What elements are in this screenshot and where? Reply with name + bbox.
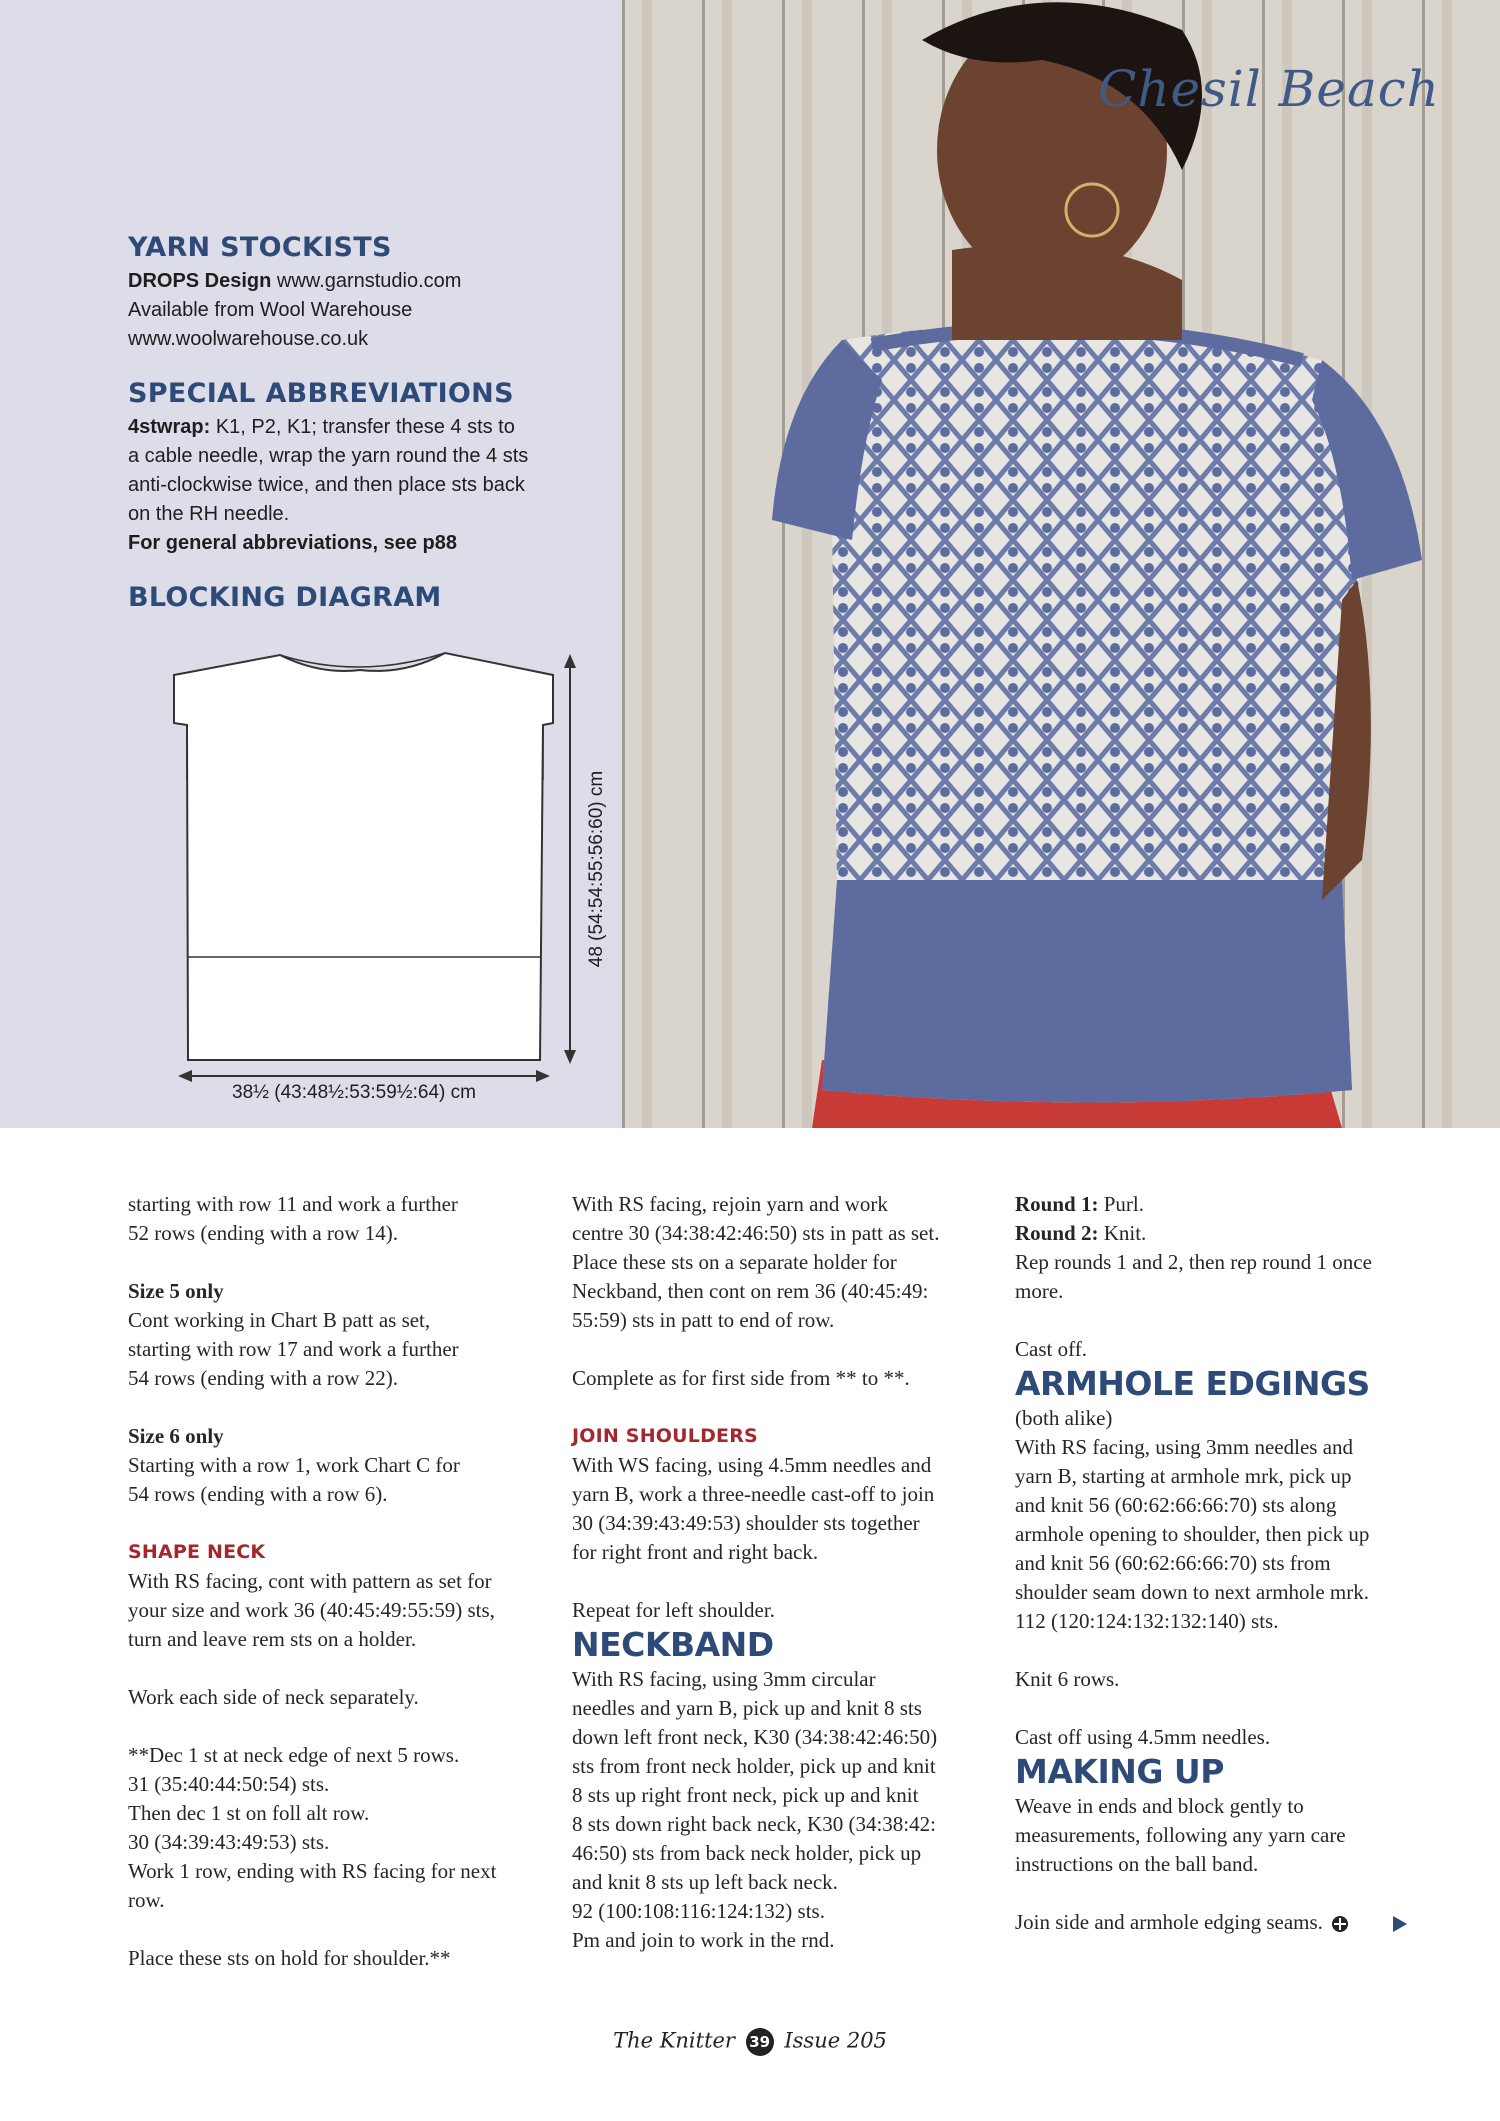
text-line: With RS facing, cont with pattern as set for [128,1569,492,1593]
text-line: turn and leave rem sts on a holder. [128,1627,417,1651]
text-line: Place these sts on hold for shoulder.** [128,1946,451,1970]
text-line: Cast off using 4.5mm needles. [1015,1725,1271,1749]
blocking-diagram-heading: BLOCKING DIAGRAM [128,582,442,613]
text-line: With RS facing, using 3mm needles and [1015,1435,1354,1459]
round1-text: Purl. [1098,1192,1144,1216]
text-line: 112 (120:124:132:132:140) sts. [1015,1609,1279,1633]
making-up-heading: MAKING UP [1015,1752,1224,1791]
text-line: shoulder seam down to next armhole mrk. [1015,1580,1370,1604]
abbrev-line: K1, P2, K1; transfer these 4 sts to [215,416,515,438]
blocking-diagram [160,640,607,1120]
general-abbrev-note: For general abbreviations, see p88 [128,532,458,554]
text-line: 55:59) sts in patt to end of row. [572,1308,835,1332]
abbreviations-text [128,413,568,558]
text-line: centre 30 (34:38:42:46:50) sts in patt as set. [572,1221,940,1245]
yarn-stockists-heading: YARN STOCKISTS [128,232,392,263]
page-number: 39 [746,2028,774,2056]
pattern-title: Chesil Beach [1098,60,1440,118]
text-line: 92 (100:108:116:124:132) sts. [572,1899,825,1923]
next-page-arrow-icon[interactable] [1393,1916,1407,1932]
text-line: With WS facing, using 4.5mm needles and [572,1453,932,1477]
text-line: Cast off. [1015,1337,1087,1361]
text-line: 54 rows (ending with a row 22). [128,1366,399,1390]
text-line: row. [128,1888,165,1912]
text-line: measurements, following any yarn care [1015,1823,1346,1847]
sidebar [128,232,568,617]
text-line: sts from front neck holder, pick up and knit [572,1754,936,1778]
shape-neck-heading: SHAPE NECK [128,1541,266,1563]
garment-outline [160,640,600,1120]
magazine-name: The Knitter [613,2028,735,2053]
photo-illustration [622,0,1500,1128]
armhole-edgings-heading: ARMHOLE EDGINGS [1015,1364,1370,1403]
stockist-url: www.woolwarehouse.co.uk [128,328,369,350]
text-line: 31 (35:40:44:50:54) sts. [128,1772,330,1796]
text-line: starting with row 17 and work a further [128,1337,459,1361]
text-line: Knit 6 rows. [1015,1667,1120,1691]
text-line: for right front and right back. [572,1540,819,1564]
text-line: yarn B, starting at armhole mrk, pick up [1015,1464,1352,1488]
text-line: needles and yarn B, pick up and knit 8 sts [572,1696,922,1720]
size6-heading: Size 6 only [128,1424,224,1448]
abbrev-line: on the RH needle. [128,503,290,525]
text-line: 54 rows (ending with a row 6). [128,1482,388,1506]
text-line: starting with row 11 and work a further [128,1192,458,1216]
round2-label: Round 2: [1015,1221,1099,1245]
text-line: Weave in ends and block gently to [1015,1794,1304,1818]
abbrev-line: a cable needle, wrap the yarn round the 4 sts [128,445,529,467]
column-1 [128,1190,538,1973]
text-line: Rep rounds 1 and 2, then rep round 1 once [1015,1250,1372,1274]
text-line: and knit 56 (60:62:66:66:70) sts from [1015,1551,1331,1575]
abbreviations-heading: SPECIAL ABBREVIATIONS [128,378,514,409]
text-line: Place these sts on a separate holder for [572,1250,897,1274]
text-line: Repeat for left shoulder. [572,1598,775,1622]
column-3 [1015,1190,1435,1937]
issue-number: Issue 205 [784,2028,887,2053]
text-line: Neckband, then cont on rem 36 (40:45:49: [572,1279,929,1303]
abbrev-line: anti-clockwise twice, and then place sts back [128,474,525,496]
text-line: 46:50) sts from back neck holder, pick up [572,1841,922,1865]
yarn-stockists-text [128,267,568,354]
text-line: Join side and armhole edging seams. [1015,1910,1323,1934]
text-line: Starting with a row 1, work Chart C for [128,1453,460,1477]
stockist-line: Available from Wool Warehouse [128,299,413,321]
text-line: **Dec 1 st at neck edge of next 5 rows. [128,1743,460,1767]
text-line: 30 (34:39:43:49:53) shoulder sts together [572,1511,920,1535]
text-line: armhole opening to shoulder, then pick up [1015,1522,1370,1546]
text-line: With RS facing, rejoin yarn and work [572,1192,888,1216]
width-measurement: 38½ (43:48½:53:59½:64) cm [232,1082,476,1103]
brand-url: www.garnstudio.com [276,270,462,292]
text-line: Work each side of neck separately. [128,1685,419,1709]
text-line: and knit 8 sts up left back neck. [572,1870,838,1894]
round1-label: Round 1: [1015,1192,1099,1216]
text-line: Complete as for first side from ** to **. [572,1366,910,1390]
text-line: 30 (34:39:43:49:53) sts. [128,1830,330,1854]
text-line: Then dec 1 st on foll alt row. [128,1801,370,1825]
page-footer [0,2028,1500,2056]
height-measurement: 48 (54:54:55:56:60) cm [586,770,607,968]
text-line: instructions on the ball band. [1015,1852,1259,1876]
join-shoulders-heading: JOIN SHOULDERS [572,1425,758,1447]
text-line: 8 sts up right front neck, pick up and knit [572,1783,919,1807]
text-line: your size and work 36 (40:45:49:55:59) sts, [128,1598,495,1622]
text-line: 52 rows (ending with a row 14). [128,1221,399,1245]
text-line: With RS facing, using 3mm circular [572,1667,876,1691]
text-line: more. [1015,1279,1064,1303]
text-line: Work 1 row, ending with RS facing for next [128,1859,497,1883]
column-2 [572,1190,982,1955]
text-line: (both alike) [1015,1406,1113,1430]
text-line: 8 sts down right back neck, K30 (34:38:42: [572,1812,936,1836]
model-photo [622,0,1500,1128]
text-line: down left front neck, K30 (34:38:42:46:50) [572,1725,938,1749]
text-line: Pm and join to work in the rnd. [572,1928,835,1952]
text-line: Cont working in Chart B patt as set, [128,1308,431,1332]
brand-name: DROPS Design [128,270,272,292]
end-mark-icon [1332,1916,1348,1932]
neckband-heading: NECKBAND [572,1625,774,1664]
abbrev-term: 4stwrap: [128,416,211,438]
round2-text: Knit. [1098,1221,1147,1245]
size5-heading: Size 5 only [128,1279,224,1303]
text-line: yarn B, work a three-needle cast-off to join [572,1482,935,1506]
text-line: and knit 56 (60:62:66:66:70) sts along [1015,1493,1337,1517]
